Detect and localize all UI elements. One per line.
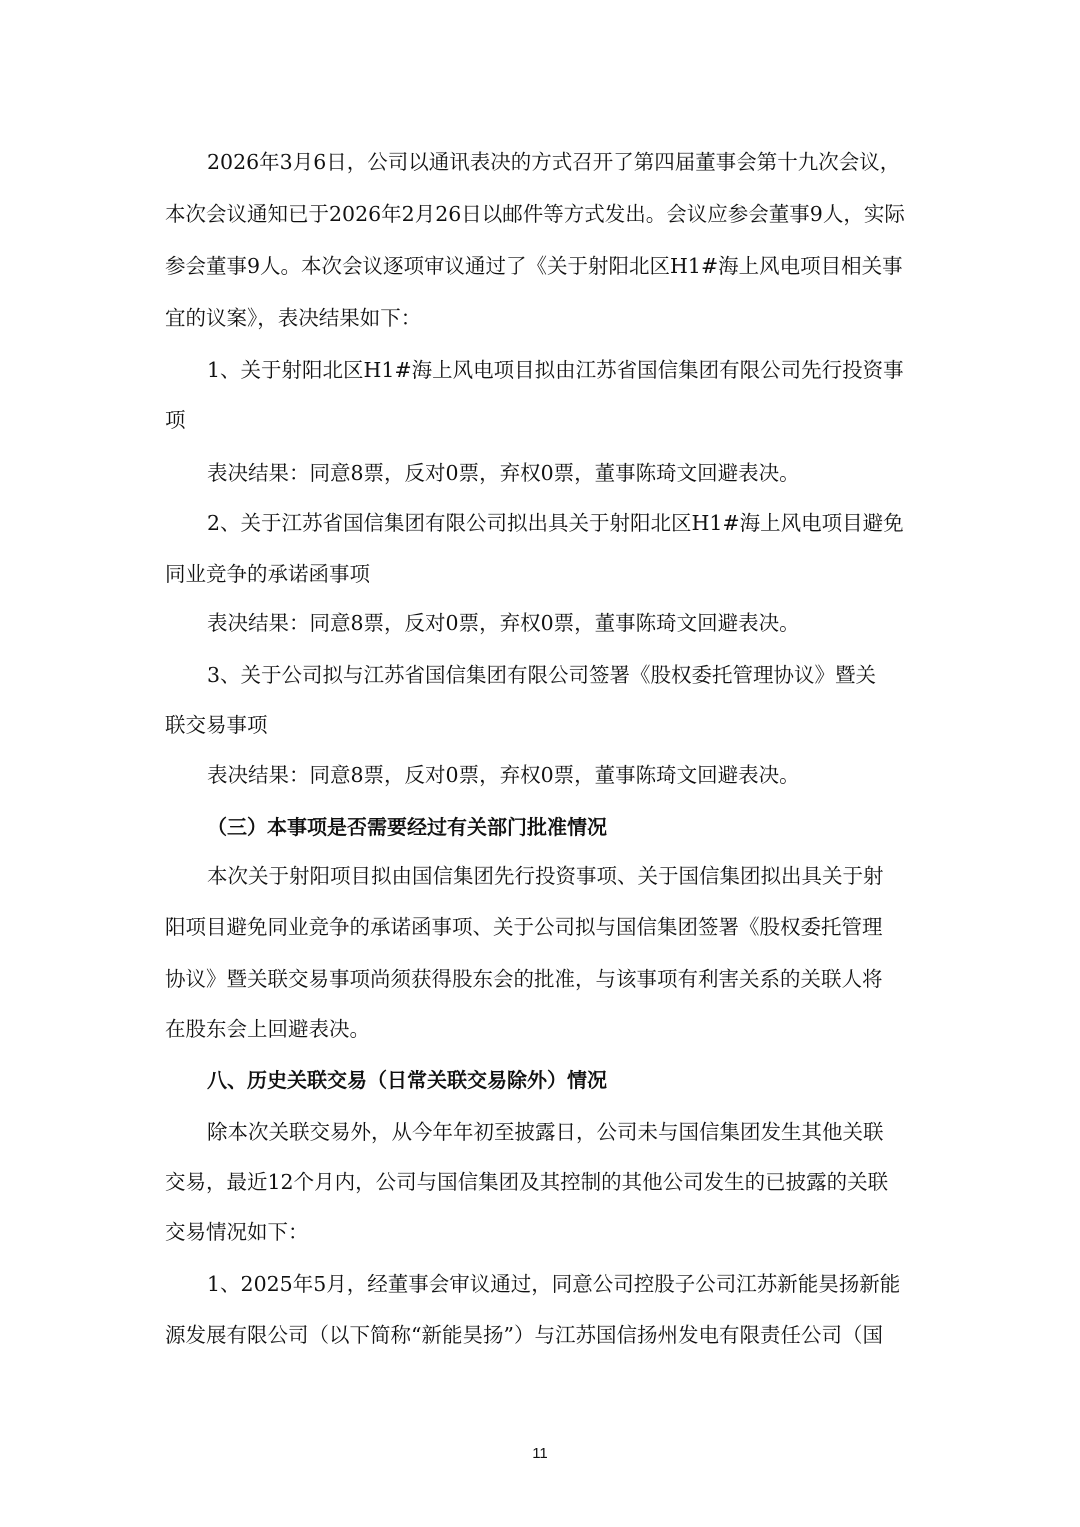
section-heading: （三）本事项是否需要经过有关部门批准情况 (207, 815, 607, 839)
vote-result: 表决结果：同意8票，反对0票，弃权0票，董事陈琦文回避表决。 (207, 763, 800, 787)
paragraph-line: 宜的议案》，表决结果如下： (165, 306, 422, 330)
paragraph-line: 在股东会上回避表决。 (165, 1017, 370, 1041)
list-item: 项 (165, 408, 186, 432)
section-heading: 八、历史关联交易（日常关联交易除外）情况 (207, 1068, 607, 1092)
paragraph-line: 阳项目避免同业竞争的承诺函事项、关于公司拟与国信集团签署《股权委托管理 (165, 915, 883, 939)
page-number: 11 (532, 1445, 548, 1462)
list-item: 同业竞争的承诺函事项 (165, 562, 370, 586)
paragraph-line: 交易情况如下： (165, 1220, 309, 1244)
vote-result: 表决结果：同意8票，反对0票，弃权0票，董事陈琦文回避表决。 (207, 461, 800, 485)
paragraph-line: 本次会议通知已于2026年2月26日以邮件等方式发出。会议应参会董事9人，实际 (165, 202, 905, 226)
list-item: 1、关于射阳北区H1#海上风电项目拟由江苏省国信集团有限公司先行投资事 (207, 358, 904, 382)
paragraph-line: 源发展有限公司（以下简称“新能昊扬”）与江苏国信扬州发电有限责任公司（国 (165, 1323, 883, 1347)
list-item: 联交易事项 (165, 713, 268, 737)
list-item: 3、关于公司拟与江苏省国信集团有限公司签署《股权委托管理协议》暨关 (207, 663, 877, 687)
vote-result: 表决结果：同意8票，反对0票，弃权0票，董事陈琦文回避表决。 (207, 611, 800, 635)
paragraph-line: 2026年3月6日，公司以通讯表决的方式召开了第四届董事会第十九次会议， (207, 150, 901, 174)
paragraph-line: 协议》暨关联交易事项尚须获得股东会的批准，与该事项有利害关系的关联人将 (165, 967, 883, 991)
paragraph-line: 交易，最近12个月内，公司与国信集团及其控制的其他公司发生的已披露的关联 (165, 1170, 889, 1194)
paragraph-line: 除本次关联交易外，从今年年初至披露日，公司未与国信集团发生其他关联 (207, 1120, 884, 1144)
paragraph-line: 1、2025年5月，经董事会审议通过，同意公司控股子公司江苏新能昊扬新能 (207, 1272, 901, 1296)
paragraph-line: 本次关于射阳项目拟由国信集团先行投资事项、关于国信集团拟出具关于射 (207, 864, 884, 888)
paragraph-line: 参会董事9人。本次会议逐项审议通过了《关于射阳北区H1#海上风电项目相关事 (165, 254, 903, 278)
list-item: 2、关于江苏省国信集团有限公司拟出具关于射阳北区H1#海上风电项目避免 (207, 511, 904, 535)
